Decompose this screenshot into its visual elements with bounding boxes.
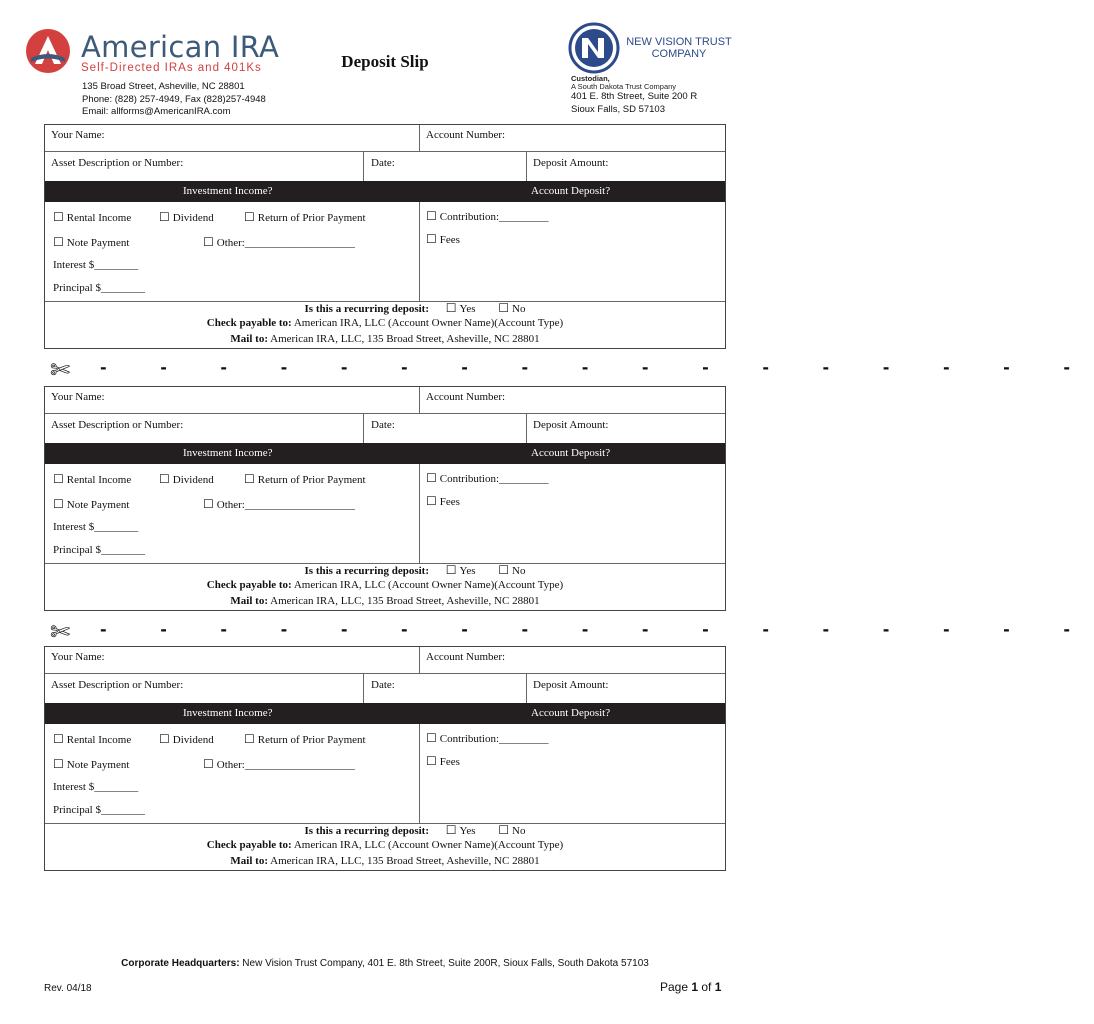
checkbox-icon[interactable]: ☐: [244, 472, 255, 486]
checkbox-label: Dividend: [172, 212, 214, 224]
mail-to-value: American IRA, LLC, 135 Broad Street, Asheville, NC 28801: [267, 595, 540, 607]
check-payable-value: American IRA, LLC (Account Owner Name)(Account Type): [291, 579, 564, 591]
checkbox-label: Fees: [439, 756, 460, 768]
check-payable-value: American IRA, LLC (Account Owner Name)(Account Type): [291, 839, 564, 851]
your-name-label[interactable]: Your Name:: [51, 391, 105, 403]
account-number-label[interactable]: Account Number:: [426, 651, 506, 663]
checkbox-icon[interactable]: ☐: [426, 494, 437, 508]
email-line: Email: allforms@AmericanIRA.com: [82, 106, 231, 118]
mail-to-label: Mail to:: [230, 333, 268, 345]
yes-label: Yes: [459, 565, 476, 577]
dividend-checkbox[interactable]: [159, 472, 214, 487]
note-payment-checkbox[interactable]: [53, 235, 129, 250]
rental-income-checkbox[interactable]: [53, 472, 131, 487]
other-checkbox[interactable]: [203, 235, 355, 250]
checkbox-label: Other:____________________: [216, 237, 355, 249]
checkbox-label: Rental Income: [66, 734, 132, 746]
address-line: 135 Broad Street, Asheville, NC 28801: [82, 81, 245, 92]
note-payment-checkbox[interactable]: [53, 757, 129, 772]
mail-to-line: [45, 333, 725, 345]
fees-checkbox[interactable]: [426, 754, 460, 769]
date-label[interactable]: Date:: [371, 419, 395, 431]
return-prior-payment-checkbox[interactable]: [244, 472, 366, 487]
checkbox-label: Fees: [439, 496, 460, 508]
checkbox-icon[interactable]: ☐: [426, 209, 437, 223]
footer-headquarters: [0, 958, 770, 969]
checkbox-icon[interactable]: ☐: [159, 210, 170, 224]
divider: [419, 647, 420, 673]
principal-field[interactable]: Principal $________: [53, 282, 145, 294]
recurring-deposit-row: [45, 563, 725, 578]
dividend-checkbox[interactable]: [159, 732, 214, 747]
mail-to-value: American IRA, LLC, 135 Broad Street, Asheville, NC 28801: [267, 855, 540, 867]
divider: [363, 413, 364, 443]
phone-line: Phone: (828) 257-4949, Fax (828)257-4948: [82, 93, 266, 105]
checkbox-icon[interactable]: ☐: [203, 235, 214, 249]
dividend-checkbox[interactable]: [159, 210, 214, 225]
divider: [45, 413, 725, 414]
mail-to-line: [45, 855, 725, 867]
recurring-question: Is this a recurring deposit:: [304, 825, 429, 837]
company-address: [82, 81, 266, 119]
note-payment-checkbox[interactable]: [53, 497, 129, 512]
yes-checkbox-icon[interactable]: ☐: [445, 563, 457, 577]
other-checkbox[interactable]: [203, 497, 355, 512]
investment-income-heading: Investment Income?: [183, 447, 273, 459]
deposit-amount-label[interactable]: Deposit Amount:: [533, 679, 609, 691]
scissors-icon: ✄: [50, 618, 71, 646]
no-checkbox-icon[interactable]: ☐: [498, 563, 510, 577]
checkbox-label: Rental Income: [66, 474, 132, 486]
account-deposit-heading: Account Deposit?: [531, 185, 611, 197]
account-number-label[interactable]: Account Number:: [426, 129, 506, 141]
page-number: [660, 980, 721, 994]
check-payable-label: Check payable to:: [206, 317, 292, 329]
checkbox-icon[interactable]: ☐: [53, 497, 64, 511]
divider: [45, 151, 725, 152]
no-label: No: [512, 565, 526, 577]
checkbox-icon[interactable]: ☐: [426, 754, 437, 768]
deposit-slip-form: [44, 386, 726, 611]
new-vision-logo-icon: [568, 22, 620, 74]
nv-name-line: COMPANY: [651, 48, 707, 60]
brand-tagline: Self-Directed IRAs and 401Ks: [81, 62, 262, 74]
address-line: Sioux Falls, SD 57103: [571, 104, 665, 115]
checkbox-icon[interactable]: ☐: [53, 757, 64, 771]
no-label: No: [512, 303, 526, 315]
divider: [45, 673, 725, 674]
return-prior-payment-checkbox[interactable]: [244, 732, 366, 747]
cut-line: [50, 618, 1094, 646]
check-payable-value: American IRA, LLC (Account Owner Name)(Account Type): [291, 317, 564, 329]
checkbox-icon[interactable]: ☐: [53, 472, 64, 486]
interest-field[interactable]: Interest $________: [53, 521, 139, 533]
new-vision-name: [624, 36, 734, 60]
yes-checkbox-icon[interactable]: ☐: [445, 823, 457, 837]
interest-field[interactable]: Interest $________: [53, 259, 139, 271]
deposit-amount-label[interactable]: Deposit Amount:: [533, 157, 609, 169]
investment-income-heading: Investment Income?: [183, 707, 273, 719]
checkbox-label: Other:____________________: [216, 759, 355, 771]
principal-field[interactable]: Principal $________: [53, 804, 145, 816]
american-ira-logo-icon: [25, 28, 71, 74]
checkbox-icon[interactable]: ☐: [426, 232, 437, 246]
page-prefix: Page: [660, 980, 692, 994]
address-line: 401 E. 8th Street, Suite 200 R: [571, 91, 698, 102]
principal-field[interactable]: Principal $________: [53, 544, 145, 556]
checkbox-icon[interactable]: ☐: [203, 497, 214, 511]
your-name-label[interactable]: Your Name:: [51, 129, 105, 141]
no-label: No: [512, 825, 526, 837]
checkbox-label: Other:____________________: [216, 499, 355, 511]
yes-label: Yes: [459, 825, 476, 837]
account-number-label[interactable]: Account Number:: [426, 391, 506, 403]
divider: [419, 387, 420, 413]
checkbox-icon[interactable]: ☐: [53, 235, 64, 249]
check-payable-line: [45, 579, 725, 591]
asset-description-label[interactable]: Asset Description or Number:: [51, 679, 184, 691]
rental-income-checkbox[interactable]: [53, 210, 131, 225]
divider: [363, 673, 364, 703]
checkbox-label: Fees: [439, 234, 460, 246]
page-total: 1: [714, 980, 722, 994]
section-header-bar: [45, 703, 725, 724]
checkbox-label: Return of Prior Payment: [257, 212, 366, 224]
recurring-question: Is this a recurring deposit:: [304, 565, 429, 577]
asset-description-label[interactable]: Asset Description or Number:: [51, 157, 184, 169]
custodian-label: Custodian,: [571, 74, 610, 83]
contribution-checkbox[interactable]: [426, 471, 549, 486]
checkbox-label: Rental Income: [66, 212, 132, 224]
deposit-slip-form: [44, 646, 726, 871]
page-current: 1: [691, 980, 699, 994]
fees-checkbox[interactable]: [426, 494, 460, 509]
investment-income-heading: Investment Income?: [183, 185, 273, 197]
account-deposit-heading: Account Deposit?: [531, 447, 611, 459]
divider: [526, 413, 527, 443]
check-payable-label: Check payable to:: [206, 579, 292, 591]
custodian-address: [571, 90, 697, 116]
mail-to-value: American IRA, LLC, 135 Broad Street, Asheville, NC 28801: [267, 333, 540, 345]
divider: [363, 151, 364, 181]
deposit-slip-form: [44, 124, 726, 349]
checkbox-label: Note Payment: [66, 237, 130, 249]
revision-label: Rev. 04/18: [44, 983, 92, 994]
scissors-icon: ✄: [50, 356, 71, 384]
fees-checkbox[interactable]: [426, 232, 460, 247]
yes-checkbox-icon[interactable]: ☐: [445, 301, 457, 315]
recurring-deposit-row: [45, 301, 725, 316]
date-label[interactable]: Date:: [371, 679, 395, 691]
page-title: Deposit Slip: [341, 52, 429, 71]
rental-income-checkbox[interactable]: [53, 732, 131, 747]
mail-to-line: [45, 595, 725, 607]
checkbox-icon[interactable]: ☐: [159, 732, 170, 746]
cut-line: [50, 356, 1094, 384]
checkbox-label: Note Payment: [66, 499, 130, 511]
checkbox-label: Contribution:_________: [439, 211, 549, 223]
checkbox-label: Dividend: [172, 734, 214, 746]
hq-value: New Vision Trust Company, 401 E. 8th Street, Suite 200R, Sioux Falls, South Dakota 57103: [239, 958, 649, 969]
page-header: [0, 0, 770, 125]
divider: [526, 673, 527, 703]
checkbox-icon[interactable]: ☐: [53, 210, 64, 224]
nv-name-line: NEW VISION TRUST: [626, 36, 732, 48]
checkbox-label: Contribution:_________: [439, 733, 549, 745]
checkbox-icon[interactable]: ☐: [426, 471, 437, 485]
section-header-bar: [45, 181, 725, 202]
deposit-amount-label[interactable]: Deposit Amount:: [533, 419, 609, 431]
mail-to-label: Mail to:: [230, 595, 268, 607]
checkbox-icon[interactable]: ☐: [53, 732, 64, 746]
no-checkbox-icon[interactable]: ☐: [498, 823, 510, 837]
checkbox-label: Dividend: [172, 474, 214, 486]
checkbox-label: Note Payment: [66, 759, 130, 771]
page-of: of: [698, 980, 715, 994]
section-header-bar: [45, 443, 725, 464]
checkbox-label: Contribution:_________: [439, 473, 549, 485]
divider: [419, 125, 420, 151]
check-payable-line: [45, 317, 725, 329]
checkbox-label: Return of Prior Payment: [257, 474, 366, 486]
interest-field[interactable]: Interest $________: [53, 781, 139, 793]
check-payable-line: [45, 839, 725, 851]
divider: [526, 151, 527, 181]
dashed-cut-line: - - - - - - - - - - - - - - - - -: [100, 620, 1094, 639]
custodian-subtitle: A South Dakota Trust Company: [571, 82, 677, 91]
recurring-deposit-row: [45, 823, 725, 838]
checkbox-icon[interactable]: ☐: [244, 210, 255, 224]
yes-label: Yes: [459, 303, 476, 315]
check-payable-label: Check payable to:: [206, 839, 292, 851]
contribution-checkbox[interactable]: [426, 209, 549, 224]
date-label[interactable]: Date:: [371, 157, 395, 169]
checkbox-icon[interactable]: ☐: [426, 731, 437, 745]
mail-to-label: Mail to:: [230, 855, 268, 867]
checkbox-icon[interactable]: ☐: [203, 757, 214, 771]
hq-label: Corporate Headquarters:: [121, 958, 240, 969]
account-deposit-heading: Account Deposit?: [531, 707, 611, 719]
recurring-question: Is this a recurring deposit:: [304, 303, 429, 315]
contribution-checkbox[interactable]: [426, 731, 549, 746]
brand-name: American IRA: [81, 30, 280, 64]
no-checkbox-icon[interactable]: ☐: [498, 301, 510, 315]
other-checkbox[interactable]: [203, 757, 355, 772]
checkbox-icon[interactable]: ☐: [159, 472, 170, 486]
return-prior-payment-checkbox[interactable]: [244, 210, 366, 225]
checkbox-label: Return of Prior Payment: [257, 734, 366, 746]
your-name-label[interactable]: Your Name:: [51, 651, 105, 663]
dashed-cut-line: - - - - - - - - - - - - - - - - -: [100, 358, 1094, 377]
asset-description-label[interactable]: Asset Description or Number:: [51, 419, 184, 431]
checkbox-icon[interactable]: ☐: [244, 732, 255, 746]
